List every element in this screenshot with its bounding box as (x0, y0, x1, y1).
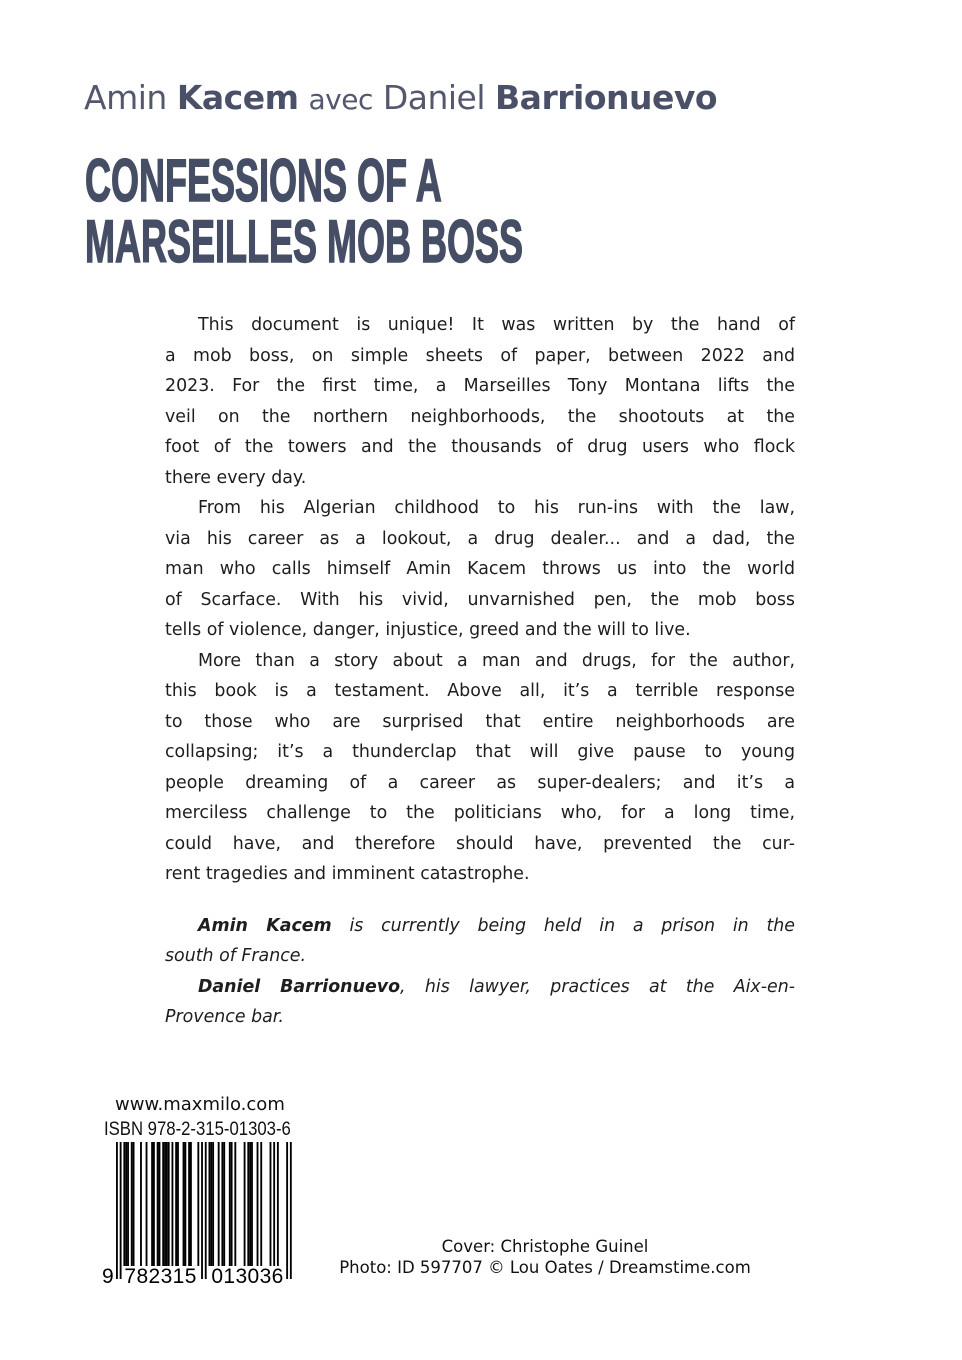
barcode-bar (177, 1142, 179, 1266)
barcode-bar (190, 1142, 192, 1266)
bio-line: south of France. (165, 946, 307, 966)
title-line: CONFESSIONS OF A (85, 147, 442, 214)
barcode-bar (153, 1142, 155, 1266)
barcode-bar (290, 1142, 292, 1279)
barcode-bar (123, 1142, 125, 1266)
barcode-bar (164, 1142, 166, 1266)
bio-name: Amin Kacem (198, 915, 332, 936)
publisher-website: www.maxmilo.com (115, 1094, 285, 1115)
barcode-bar (125, 1142, 127, 1266)
blurb-line: More than a story about a man and drugs, for the author, (198, 650, 795, 671)
barcode-bar (183, 1142, 185, 1266)
author1-last-name: Kacem (176, 78, 299, 117)
barcode-bar (120, 1142, 122, 1279)
barcode-bar (260, 1142, 262, 1266)
credits (330, 1236, 760, 1278)
title-line: MARSEILLES MOB BOSS (85, 208, 524, 275)
blurb-line: via his career as a lookout, a drug dealer... and a dad, the (165, 528, 795, 549)
photo-credit: Photo: ID 597707 © Lou Oates / Dreamstime.com (339, 1258, 751, 1277)
barcode-bar (223, 1142, 225, 1266)
barcode-bar (175, 1142, 177, 1266)
barcode-bar (166, 1142, 168, 1266)
barcode-bar (151, 1142, 153, 1266)
barcode-bar (172, 1142, 174, 1266)
barcode-bar (210, 1142, 212, 1266)
barcode-bar (116, 1142, 118, 1279)
blurb-line: merciless challenge to the politicians who, for a long time, (165, 803, 795, 823)
blurb-line: to those who are surprised that entire neighborhoods are (165, 711, 795, 732)
author2-first-name: Daniel (382, 78, 486, 117)
barcode-bar (229, 1142, 231, 1266)
blurb-line: could have, and therefore should have, prevented the cur- (165, 833, 795, 854)
barcode-bar (209, 1142, 211, 1266)
barcode-digits: 9 (102, 1265, 114, 1288)
blurb-line: 2023. For the first time, a Marseilles Tony Montana lifts the (165, 376, 795, 396)
blurb-line: this book is a testament. Above all, it’s a terrible response (165, 681, 795, 701)
barcode-bar (251, 1142, 253, 1266)
blurb-line: tells of violence, danger, injustice, greed and the will to live. (165, 620, 691, 640)
barcode-bar (127, 1142, 129, 1266)
bio-line: Provence bar. (165, 1007, 284, 1027)
barcode (100, 1140, 300, 1290)
isbn: ISBN 978-2-315-01303-6 (104, 1119, 291, 1140)
blurb-line: of Scarface. With his vivid, unvarnished pen, the mob boss (165, 589, 795, 610)
blurb-line: a mob boss, on simple sheets of paper, between 2022 and (165, 345, 795, 366)
barcode-bar (146, 1142, 148, 1266)
book-title (85, 147, 524, 275)
barcode-bar (168, 1142, 170, 1266)
with-word: avec (308, 83, 373, 116)
blurb (165, 310, 795, 1033)
blurb-line: From his Algerian childhood to his run-ins with the law, (198, 498, 795, 518)
author2-last-name: Barrionuevo (495, 78, 718, 117)
blurb-line: man who calls himself Amin Kacem throws us into the world (165, 559, 795, 579)
barcode-digits: 782315 (124, 1265, 197, 1288)
barcode-bar (140, 1142, 142, 1266)
barcode-bar (212, 1142, 214, 1266)
barcode-bar (249, 1142, 251, 1266)
barcode-bar (221, 1142, 223, 1266)
barcode-bar (201, 1142, 203, 1279)
blurb-line: veil on the northern neighborhoods, the shootouts at the (165, 406, 795, 427)
bio-line (165, 911, 795, 942)
bio-text: , his lawyer, practices at the Aix-en- (400, 976, 795, 997)
barcode-digits: 013036 (211, 1265, 284, 1288)
bio-text: is currently being held in a prison in the (331, 915, 795, 936)
barcode-bar (277, 1142, 279, 1266)
barcode-bar (157, 1142, 159, 1266)
author-bios (165, 911, 795, 1033)
barcode-bar (270, 1142, 272, 1266)
barcode-bar (197, 1142, 199, 1266)
author1-first-name: Amin (84, 78, 167, 117)
bio-name: Daniel Barrionuevo (198, 976, 401, 997)
barcode-bar (231, 1142, 233, 1266)
blurb-paragraphs (165, 310, 795, 890)
authors-line (84, 78, 717, 117)
barcode-bar (286, 1142, 288, 1279)
barcode-bar (159, 1142, 161, 1266)
blurb-line: rent tragedies and imminent catastrophe. (165, 864, 530, 884)
blurb-line: foot of the towers and the thousands of drug users who flock (165, 437, 795, 457)
barcode-bar (218, 1142, 220, 1266)
barcode-bar (273, 1142, 275, 1266)
blurb-line: people dreaming of a career as super-dealers; and it’s a (165, 772, 795, 793)
barcode-bar (184, 1142, 186, 1266)
barcode-bar (244, 1142, 246, 1266)
barcode-bar (247, 1142, 249, 1266)
barcode-bar (162, 1142, 164, 1266)
barcode-bar (257, 1142, 259, 1266)
barcode-bar (188, 1142, 190, 1266)
blurb-line: collapsing; it’s a thunderclap that will give pause to young (165, 742, 795, 762)
blurb-line: This document is unique! It was written by the hand of (198, 315, 795, 335)
barcode-bar (131, 1142, 133, 1266)
bio-line (165, 972, 795, 1003)
barcode-bar (205, 1142, 207, 1279)
cover-credit: Cover: Christophe Guinel (441, 1237, 649, 1256)
barcode-bar (234, 1142, 236, 1266)
barcode-bar (133, 1142, 135, 1266)
blurb-line: there every day. (165, 467, 307, 488)
